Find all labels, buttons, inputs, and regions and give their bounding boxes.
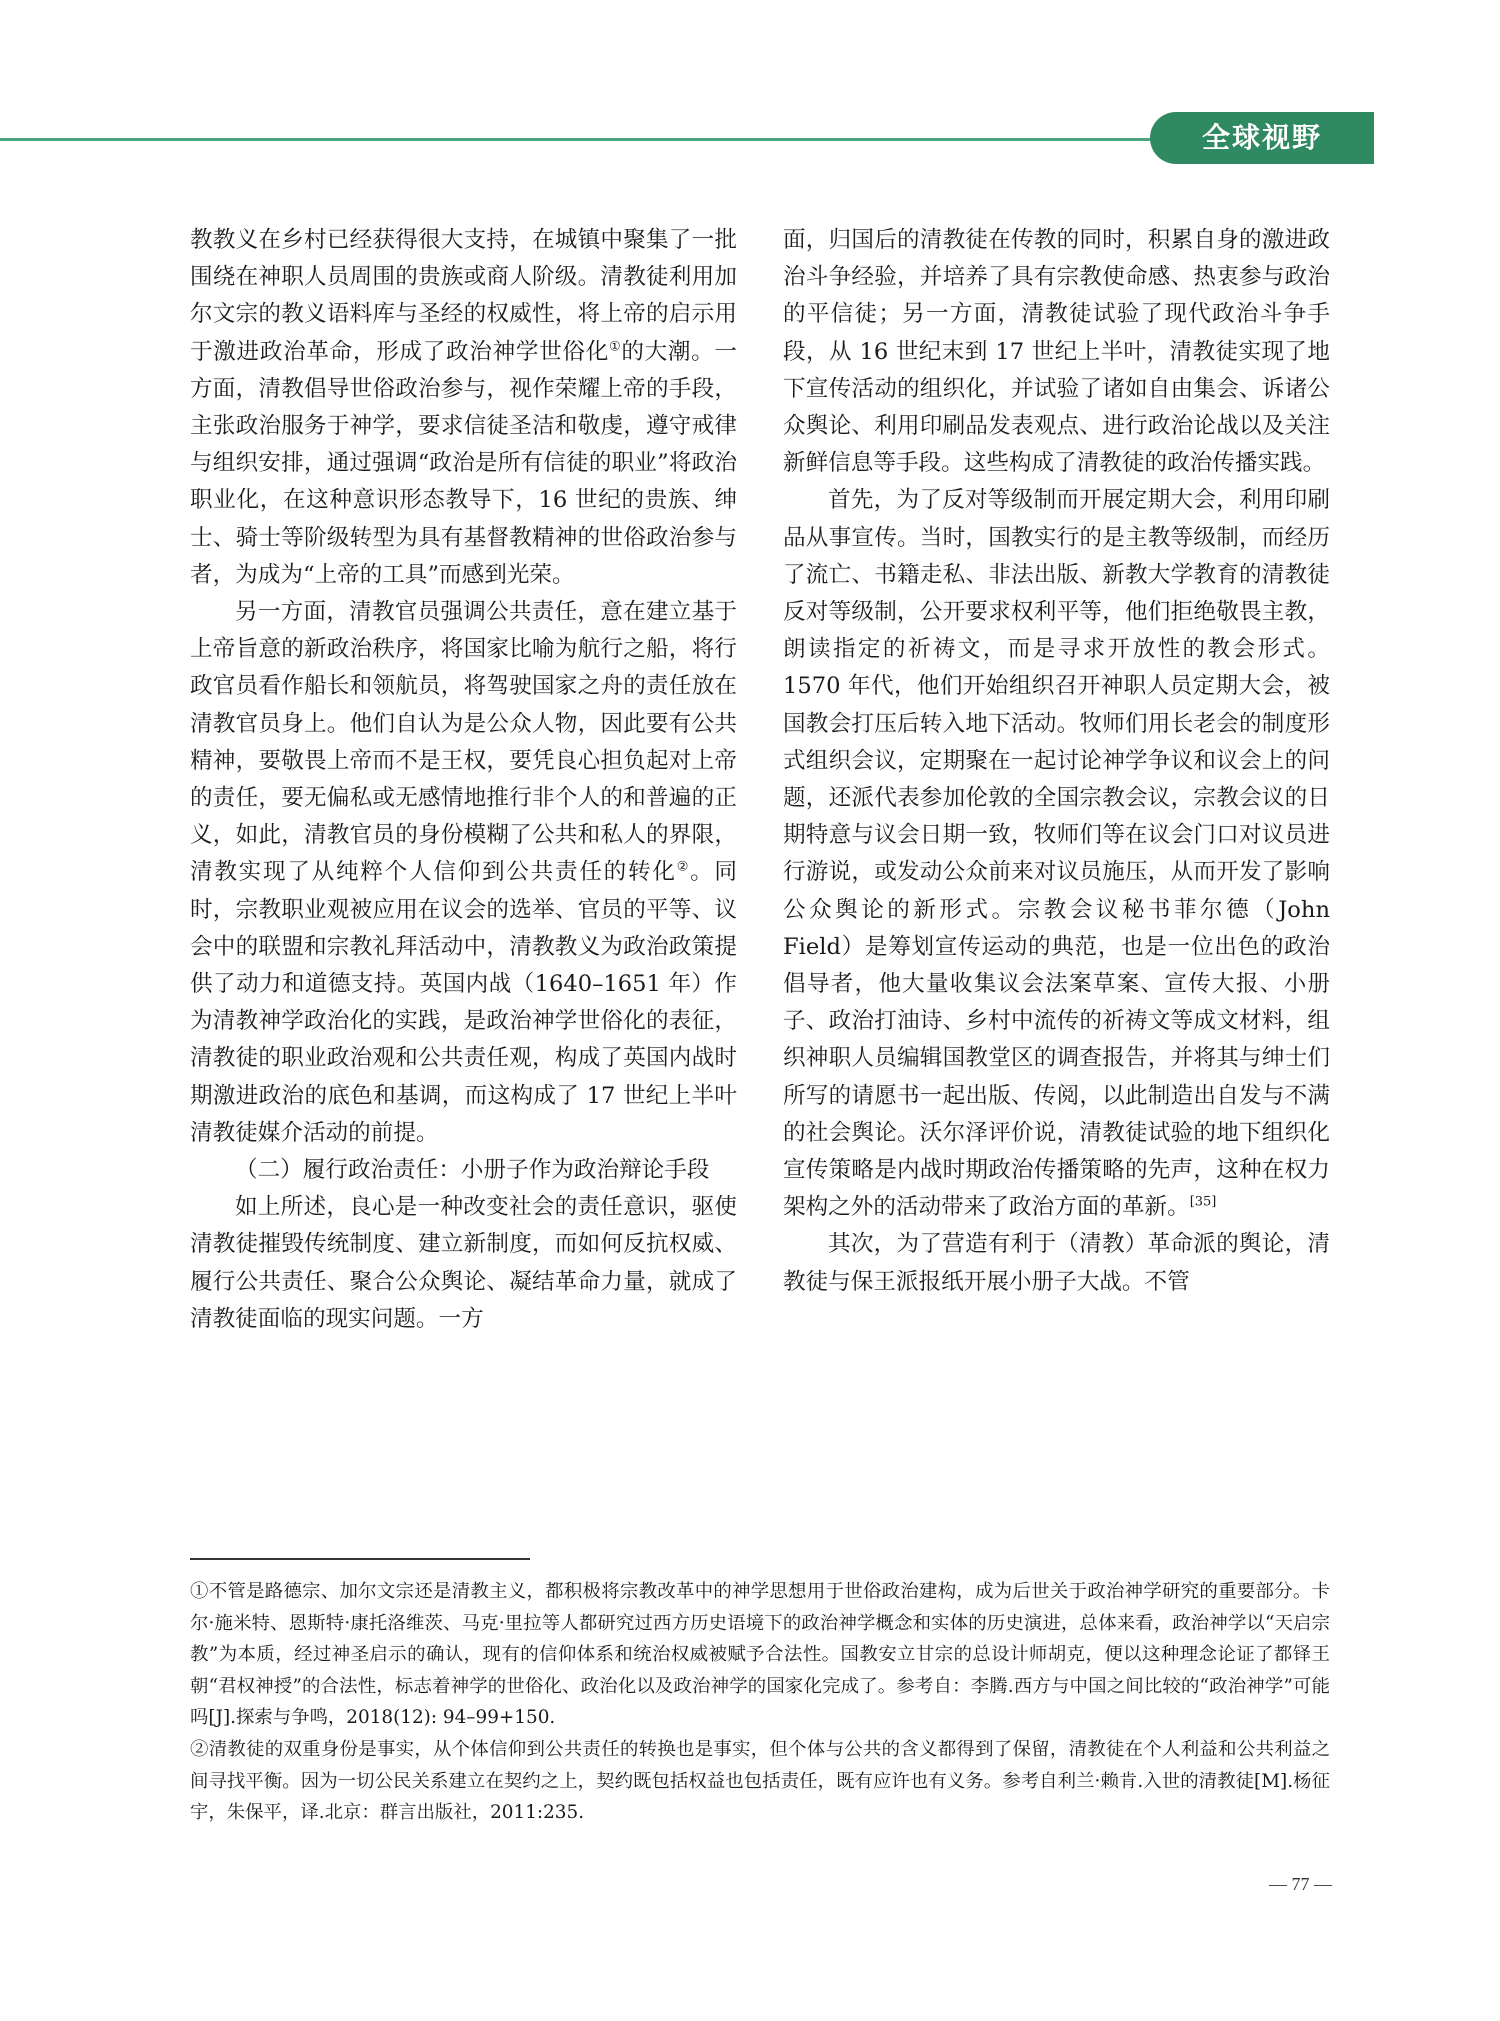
page-number: — 77 — [1269, 1874, 1332, 1894]
footnote-1: ①不管是路德宗、加尔文宗还是清教主义，都积极将宗教改革中的神学思想用于世俗政治建构，成为后世关于政治神学研究的重要部分。卡尔·施米特、恩斯特·康托洛维茨、马克·里拉等人都研究过西方历史语境下的政治神学概念和实体的历史演进，总体来看，政治神学以“天启宗教”为本质，经过神圣启示的确认，现有的信仰体系和统治权威被赋予合法性。国教安立甘宗的总设计师胡克，便以这种理念论证了都铎王朝“君权神授”的合法性，标志着神学的世俗化、政治化以及政治神学的国家化完成了。参考自：李腾.西方与中国之间比较的“政治神学”可能吗[J].探索与争鸣，2018(12): 94–99+150. [190, 1581, 1330, 1729]
header-rule [0, 138, 1150, 141]
left-column [190, 222, 737, 1338]
left-p1-text: 教教义在乡村已经获得很大支持，在城镇中聚集了一批围绕在神职人员周围的贵族或商人阶级。清教徒利用加尔文宗的教义语料库与圣经的权威性，将上帝的启示用于激进政治革命，形成了政治神学世俗化 [190, 227, 737, 365]
section-subheading: （二）履行政治责任：小册子作为政治辩论手段 [235, 1157, 710, 1184]
footnote-rule [190, 1558, 530, 1560]
right-paragraph-3: 其次，为了营造有利于（清教）革命派的舆论，清教徒与保王派报纸开展小册子大战。不管 [783, 1231, 1330, 1295]
left-paragraph-2 [190, 594, 737, 1152]
footnote-ref-1[interactable]: ① [608, 339, 622, 355]
left-p2-text: 另一方面，清教官员强调公共责任，意在建立基于上帝旨意的新政治秩序，将国家比喻为航行之船，将行政官员看作船长和领航员，将驾驶国家之舟的责任放在清教官员身上。他们自认为是公众人物，因此要有公共精神，要敬畏上帝而不是王权，要凭良心担负起对上帝的责任，要无偏私或无感情地推行非个人的和普遍的正义，如此，清教官员的身份模糊了公共和私人的界限，清教实现了从纯粹个人信仰到公共责任的转化 [190, 599, 737, 886]
right-p2-text: 首先，为了反对等级制而开展定期大会，利用印刷品从事宣传。当时，国教实行的是主教等级制，而经历了流亡、书籍走私、非法出版、新教大学教育的清教徒反对等级制，公开要求权利平等，他们拒绝敬畏主教，朗读指定的祈祷文，而是寻求开放性的教会形式。1570 年代，他们开始组织召开神职人员定期大会，被国教会打压后转入地下活动。牧师们用长老会的制度形式组织会议，定期聚在一起讨论神学争议和议会上的问题，还派代表参加伦敦的全国宗教会议，宗教会议的日期特意与议会日期一致，牧师们等在议会门口对议员进行游说，或发动公众前来对议员施压，从而开发了影响公众舆论的新形式。宗教会议秘书菲尔德（John Field）是筹划宣传运动的典范，也是一位出色的政治倡导者，他大量收集议会法案草案、宣传大报、小册子、政治打油诗、乡村中流传的祈祷文等成文材料，组织神职人员编辑国教堂区的调查报告，并将其与绅士们所写的请愿书一起出版、传阅，以此制造出自发与不满的社会舆论。沃尔泽评价说，清教徒试验的地下组织化宣传策略是内战时期政治传播策略的先声，这种在权力架构之外的活动带来了政治方面的革新。 [783, 487, 1330, 1221]
footnote-ref-2[interactable]: ② [676, 859, 691, 875]
left-paragraph-3: 如上所述，良心是一种改变社会的责任意识，驱使清教徒摧毁传统制度、建立新制度，而如何反抗权威、履行公共责任、聚合公众舆论、凝结革命力量，就成了清教徒面临的现实问题。一方 [190, 1194, 737, 1332]
footnotes [190, 1576, 1330, 1829]
section-label: 全球视野 [1150, 112, 1374, 164]
left-p1-continued: 的大潮。一方面，清教倡导世俗政治参与，视作荣耀上帝的手段，主张政治服务于神学，要求信徒圣洁和敬虔，遵守戒律与组织安排，通过强调“政治是所有信徒的职业”将政治职业化，在这种意识形态教导下，16 世纪的贵族、绅士、骑士等阶级转型为具有基督教精神的世俗政治参与者，为成为“上帝的工具”而感到光荣。 [190, 338, 738, 588]
right-paragraph-1: 面，归国后的清教徒在传教的同时，积累自身的激进政治斗争经验，并培养了具有宗教使命感、热衷参与政治的平信徒；另一方面，清教徒试验了现代政治斗争手段，从 16 世纪末到 17 世纪上半叶，清教徒实现了地下宣传活动的组织化，并试验了诸如自由集会、诉诸公众舆论、利用印刷品发表观点、进行政治论战以及关注新鲜信息等手段。这些构成了清教徒的政治传播实践。 [783, 227, 1330, 477]
left-p2-continued: 。同时，宗教职业观被应用在议会的选举、官员的平等、议会中的联盟和宗教礼拜活动中，清教教义为政治政策提供了动力和道德支持。英国内战（1640–1651 年）作为清教神学政治化的实践，是政治神学世俗化的表征，清教徒的职业政治观和公共责任观，构成了英国内战时期激进政治的底色和基调，而这构成了 17 世纪上半叶清教徒媒介活动的前提。 [190, 859, 738, 1146]
footnote-2: ②清教徒的双重身份是事实，从个体信仰到公共责任的转换也是事实，但个体与公共的含义都得到了保留，清教徒在个人利益和公共利益之间寻找平衡。因为一切公民关系建立在契约之上，契约既包括权益也包括责任，既有应许也有义务。参考自利兰·赖肯.入世的清教徒[M].杨征宇，朱保平，译.北京：群言出版社，2011:235. [190, 1738, 1330, 1824]
left-paragraph-1 [190, 222, 737, 594]
right-column [783, 222, 1330, 1301]
right-paragraph-2 [783, 482, 1330, 1226]
citation-ref-35[interactable]: [35] [1189, 1194, 1217, 1210]
